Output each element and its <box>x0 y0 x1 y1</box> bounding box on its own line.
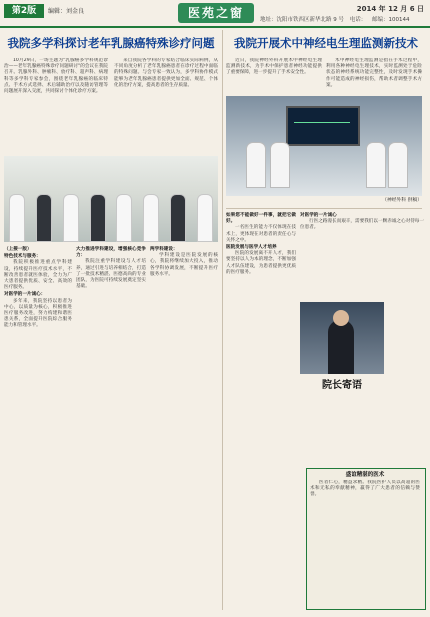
portrait-face <box>333 310 349 326</box>
left-sub-4: 两学科建设： <box>150 247 178 252</box>
right-para-3: 医院的发展离不开人才，我们要坚持以人为本的理念，不断加强人才队伍建设，为患者提供更优质的医疗服务。 <box>226 251 296 275</box>
left-para-3: 我院积极推进重点学科建设，持续提升医疗技术水平，不断改善患者就医体验，全力为广大患者提供优质、安全、高效的医疗服务。 <box>4 260 72 291</box>
left-bottom-col2 <box>76 246 146 608</box>
postcode: 邮编：100144 <box>372 17 410 23</box>
right-sub-2: 对医学的一片诚心 <box>300 213 337 218</box>
left-article-col2 <box>114 58 218 154</box>
section-logo: 医苑之窗 <box>178 3 254 23</box>
contact-line <box>260 15 414 23</box>
right-sub-1: 医院发展与医学人才培养 <box>226 245 277 251</box>
left-sub-2: 对医学的一片诚心： <box>4 292 46 298</box>
quote-2: 一名医生的能力不仅体现在技术上，更体现在对患者的责任心与关怀之中。 <box>226 225 296 243</box>
issue-date: 2014 年 12 月 6 日 <box>356 5 424 13</box>
monitor-screen <box>286 106 360 146</box>
right-para-2: 术中神经电生理监测是指在手术过程中，利用各种神经电生理技术，实时监测处于危险状态的神经系统功能完整性，及时发现手术操作可能造成的神经损伤，帮助术者调整手术方案。 <box>326 58 422 88</box>
editor-line <box>48 6 90 15</box>
page-number-tag: 第2版 <box>4 4 44 18</box>
right-article-col2 <box>326 58 422 94</box>
left-para-1: 10月29日，一场主题为"乳腺癌多学科规范诊治——老年乳腺癌特殊诊疗问题研讨"的会议在我院召开。乳腺外科、肿瘤科、放疗科、超声科、病理科等多学科专家参会，围绕老年乳腺癌的临床特点、手术方式选择、术后辅助治疗以及随访管理等问题展开深入交流，共同探讨个体化诊疗方案。 <box>4 58 108 95</box>
header-rule <box>0 26 430 28</box>
director-portrait <box>300 302 384 374</box>
right-headline: 我院开展术中神经电生理监测新技术 <box>234 36 418 50</box>
left-headline: 我院多学科探讨老年乳腺癌特殊诊疗问题 <box>7 36 215 50</box>
column-title: 院长寄语 <box>322 380 362 391</box>
left-para-5: 我院注重学科建设与人才培养，通过引进与培养相结合，打造了一批技术精湛、医德高尚的专业团队，为医院可持续发展奠定坚实基础。 <box>76 259 146 290</box>
phone: 电话： <box>349 17 367 23</box>
right-para-1: 近日，我院神经外科开展术中神经电生理监测新技术，为手术中保护患者神经功能提供了重要保障，进一步提升了手术安全性。 <box>226 58 322 76</box>
left-para-6: 学科建设是医院发展的核心，我院将继续加大投入，推动各学科协调发展，不断提升医疗服务水平。 <box>150 253 218 277</box>
editor-name: 编辑：刘金良 <box>48 8 85 15</box>
right-para-4: 行医之路漫长而艰辛，需要我们以一颗赤诚之心对待每一位患者。 <box>300 219 424 231</box>
photo-caption: （神经外科 供稿） <box>382 198 422 203</box>
left-article-col1 <box>4 58 108 154</box>
surgery-monitoring-photo <box>226 96 422 196</box>
right-article-col1 <box>226 58 322 94</box>
quote-1: 如果您不能做好一件事，就把它做好。 <box>226 213 296 225</box>
sidebar-box-body: 医者仁心，精益求精。我院医护人员以高超的医术和无私的奉献精神，赢得了广大患者的信赖与赞誉。 <box>310 480 420 498</box>
left-bottom-col3 <box>150 246 218 608</box>
address: 地址：沈阳市铁西区新华北路 9 号 <box>260 17 344 23</box>
right-divider <box>226 208 422 209</box>
left-caption: （上接一版） <box>4 247 32 252</box>
portrait-body <box>328 320 354 374</box>
sidebar-box-text <box>310 480 420 604</box>
right-lower-col1 <box>226 212 296 608</box>
sidebar-box-title: 盛谊精湛的医术 <box>345 472 385 478</box>
doctors-figures <box>4 190 218 242</box>
left-para-4: 多年来，我院坚持以患者为中心，以质量为核心，积极推进医疗服务改进，努力构建和谐医患关系，全面提升医院综合服务能力和管理水平。 <box>4 298 72 329</box>
left-sub-1: 特色技术与服务： <box>4 254 41 260</box>
left-bottom-col1 <box>4 246 72 608</box>
column-divider <box>222 30 223 610</box>
left-sub-3: 大力推进学科建设，增强核心竞争力： <box>76 247 146 259</box>
meeting-photo <box>4 156 218 242</box>
right-lower-col2-top <box>300 212 424 300</box>
left-para-2: 来自我院各学科的专家结合临床实际病例，从不同角度分析了老年乳腺癌患者在诊疗过程中面临的特殊问题。与会专家一致认为，多学科协作模式能够为老年乳腺癌患者提供更加全面、规范、个体化的治疗方案，提高患者的生存质量。 <box>114 58 218 88</box>
